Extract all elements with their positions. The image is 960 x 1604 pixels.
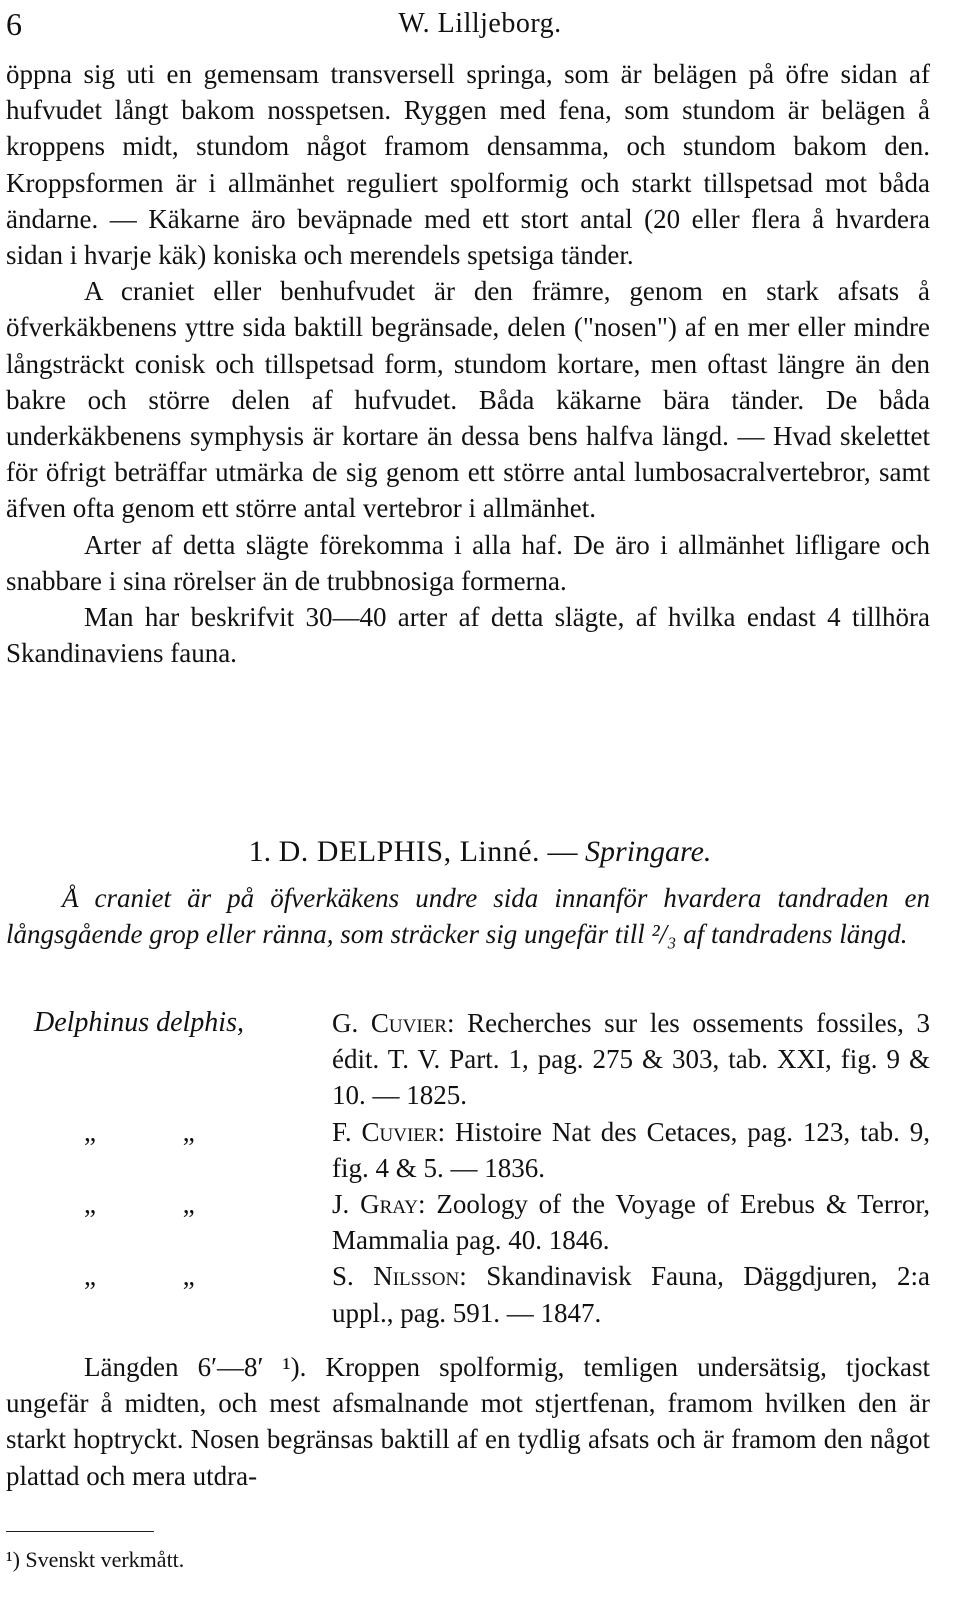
- species-number: 1.: [248, 835, 272, 868]
- description-text: [6, 1349, 930, 1494]
- reference-taxon: Delphinus delphis,: [34, 1007, 244, 1038]
- reference-author: G. Cuvier: [332, 1008, 447, 1038]
- paragraph-3: Arter af detta slägte förekomma i alla haf. De äro i allmänhet lifligare och snabbare i sina rörelser än de trubbnosiga formerna.: [6, 529, 930, 596]
- reference-author: S. Nilsson: [332, 1261, 460, 1292]
- footnote-rule: [6, 1531, 154, 1532]
- reference-entry: [34, 1258, 930, 1330]
- reference-author: J. Gray: [332, 1189, 418, 1220]
- species-dash: —: [547, 835, 578, 868]
- reference-text: : Recherches sur les ossements fossiles, 3 édit. T. V. Part. 1, pag. 275 & 303, tab. XXI, fig. 9 & 10. — 1825.: [332, 1008, 930, 1111]
- paragraph-4: Man har beskrifvit 30—40 arter af detta slägte, af hvilka endast 4 tillhöra Skandinaviens fauna.: [6, 602, 930, 669]
- species-diagnosis: Å craniet är på öfverkäkens undre sida innanför hvardera tandraden en långsgående grop eller ränna, som sträcker sig ungefär till ²/₃ af tandradens längd.: [6, 883, 930, 950]
- species-name: D. DELPHIS, Linné.: [278, 835, 541, 868]
- reference-citation: [332, 1258, 930, 1330]
- page-number: 6: [6, 6, 22, 42]
- reference-entry: [34, 1005, 930, 1114]
- running-head: W. Lilljeborg.: [398, 8, 562, 39]
- reference-text: : Histoire Nat des Cetaces, pag. 123, tab. 9, fig. 4 & 5. — 1836.: [332, 1116, 930, 1183]
- ditto-marks: „ „: [84, 1261, 235, 1292]
- paragraph-5: Längden 6′—8′ ¹). Kroppen spolformig, temligen undersätsig, tjockast ungefär å midten, och mest afsmalnande mot stjertfenan, framom hvilken den är starkt hoptryckt. Nosen begränsas baktill af en tydlig afsats och är framom den något plattad och mera utdra-: [6, 1352, 930, 1491]
- reference-text: : Zoology of the Voyage of Erebus & Terror, Mammalia pag. 40. 1846.: [332, 1189, 930, 1256]
- paragraph-2: A craniet eller benhufvudet är den främre, genom en stark afsats å öfverkäkbenens yttre sida baktill begränsade, delen ("nosen") af en mer eller mindre långsträckt conisk och tillspetsad form, stundom kortare, men oftast längre än den bakre och större delen af hufvudet. Båda käkarne bära tänder. De båda underkäkbenens symphysis är kortare än dessa bens halfva längd. — Hvad skelettet för öfrigt beträffar utmärka de sig genom ett större antal lumbosacralvertebror, samt äfven ofta genom ett större antal vertebror i allmänhet.: [6, 276, 930, 524]
- species-heading: [0, 832, 960, 872]
- species-common-name: Springare.: [585, 835, 712, 868]
- page-header: [0, 4, 960, 44]
- footnote: ¹) Svenskt verkmått.: [6, 1547, 185, 1572]
- reference-entry: [34, 1186, 930, 1258]
- reference-citation: [332, 1005, 930, 1114]
- ditto-marks: „ „: [84, 1189, 235, 1220]
- synonymy-references: [34, 1005, 930, 1331]
- reference-citation: [332, 1114, 930, 1186]
- ditto-marks: „ „: [84, 1116, 235, 1147]
- body-text: [6, 56, 930, 671]
- paragraph-1: öppna sig uti en gemensam transversell springa, som är belägen på öfre sidan af hufvudet långt bakom nosspetsen. Ryggen med fena, som stundom är belägen å kroppens midt, stundom något framom densamma, och stundom bakom den. Kroppsformen är i allmänhet reguliert spolformig och starkt tillspetsad mot båda ändarne. — Käkarne äro beväpnade med ett stort antal (20 eller flera å hvardera sidan i hvarje käk) koniska och merendels spetsiga tänder.: [6, 59, 930, 271]
- reference-citation: [332, 1186, 930, 1258]
- reference-entry: [34, 1114, 930, 1186]
- reference-text: : Skandinavisk Fauna, Däggdjuren, 2:a uppl., pag. 591. — 1847.: [332, 1261, 930, 1328]
- reference-author: F. Cuvier: [332, 1116, 438, 1147]
